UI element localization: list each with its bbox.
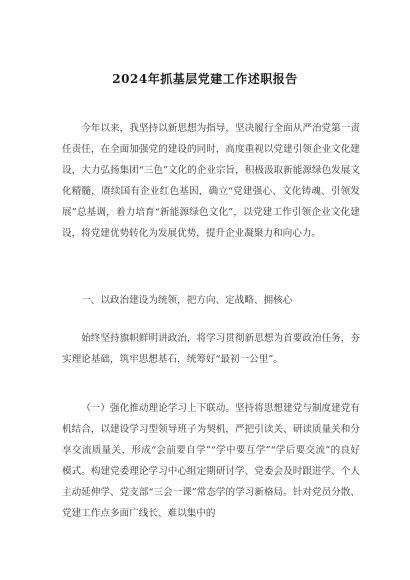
subsection-paragraph: （一）强化推动理论学习上下联动。坚持将思想建党与制度建党有机结合，以建设学习型领导班子为契机，严把引读关、研读质量关和分享交流质量关，形成“会前要自学”“学中要互学”“学后要交流”的良好模式。构建党委理论学习中心组定期研讨学、党委会及时跟进学、个人主动延伸学、党支部“三会一课”常态学的学习新格局。针对党员分散、党建工作点多面广线长、难以集中的 xyxy=(62,403,360,519)
intro-paragraph: 今年以来，我坚持以新思想为指导，坚决履行全面从严治党第一责任责任，在全面加强党的建设的同时，高度重视以党建引领企业文化建设，大力弘扬集团“三色”文化的企业宗旨，积极汲取新能源绿色发展文化精髓，赓续国有企业红色基因，确立“党建强心、文化铸魂、引领发展”总基调，着力培育“新能源绿色文化”，以党建工作引领企业文化建设，将党建优势转化为发展优势，提升企业凝聚力和向心力。 xyxy=(62,123,360,239)
section-paragraph: 始终坚持旗帜鲜明讲政治，将学习贯彻新思想为首要政治任务，夯实理论基础，筑牢思想基石，统筹好“最初一公里”。 xyxy=(62,333,360,365)
document-title: 2024年抓基层党建工作述职报告 xyxy=(112,72,298,86)
section-heading: 一、以政治建设为统领，把方向、定战略、拥核心 xyxy=(81,295,293,306)
